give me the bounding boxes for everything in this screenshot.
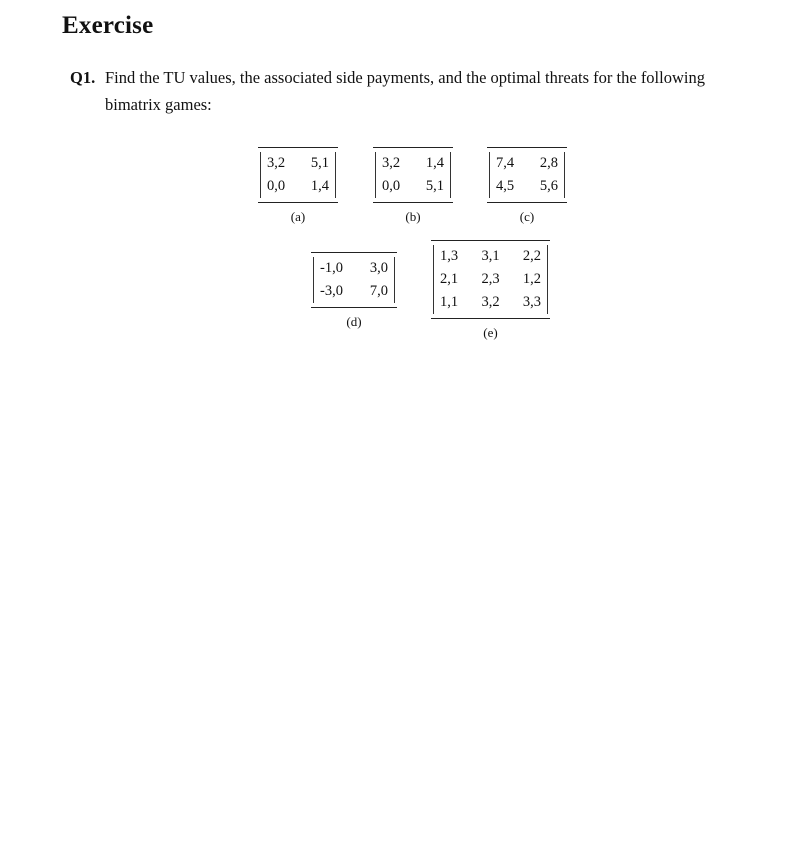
- game-caption: (c): [519, 209, 535, 224]
- question-text-line2: bimatrix games:: [105, 95, 212, 114]
- payoff-matrix: [375, 152, 451, 198]
- game-caption: (e): [483, 325, 498, 340]
- matrix-cell: -3,0: [320, 283, 343, 299]
- matrix-cell: 2,1: [440, 271, 459, 287]
- game-caption: (b): [405, 209, 421, 224]
- matrix-row: [267, 152, 329, 175]
- matrix-cell: 5,1: [310, 155, 329, 171]
- matrix-cell: 3,2: [267, 155, 286, 171]
- matrix-cell: 3,2: [481, 294, 500, 310]
- matrix-cell: 0,0: [267, 178, 286, 194]
- payoff-matrix: [489, 152, 565, 198]
- matrix-cell: -1,0: [320, 260, 343, 276]
- matrix-cell: 1,4: [425, 155, 444, 171]
- game-a: [258, 147, 338, 225]
- matrix-cell: 7,4: [496, 155, 515, 171]
- matrix-row: [320, 280, 388, 303]
- payoff-matrix: [313, 257, 395, 303]
- matrix-cell: 4,5: [496, 178, 515, 194]
- game-e: [431, 240, 550, 341]
- game-frame: [487, 147, 567, 203]
- game-frame: [373, 147, 453, 203]
- matrix-cell: 2,8: [539, 155, 558, 171]
- game-frame: [258, 147, 338, 203]
- matrix-cell: 7,0: [369, 283, 388, 299]
- matrix-row: [382, 152, 444, 175]
- matrix-cell: 3,1: [481, 248, 500, 264]
- game-c: [487, 147, 567, 225]
- game-caption: (a): [290, 209, 306, 224]
- payoff-matrix: [433, 245, 548, 314]
- matrix-row: [320, 257, 388, 280]
- matrix-cell: 5,6: [539, 178, 558, 194]
- question-q1: [70, 64, 780, 118]
- matrix-row: [440, 245, 541, 268]
- question-label: Q1.: [70, 68, 96, 87]
- matrix-cell: 1,4: [310, 178, 329, 194]
- matrix-cell: 0,0: [382, 178, 401, 194]
- game-frame: [311, 252, 397, 308]
- matrix-cell: 1,3: [440, 248, 459, 264]
- matrix-cell: 3,3: [522, 294, 541, 310]
- matrix-cell: 2,2: [522, 248, 541, 264]
- matrix-cell: 3,0: [369, 260, 388, 276]
- payoff-matrix: [260, 152, 336, 198]
- page-title: Exercise: [62, 12, 154, 39]
- game-frame: [431, 240, 550, 319]
- question-text-line1: Find the TU values, the associated side payments, and the optimal threats for the following: [105, 68, 705, 87]
- matrix-row: [440, 291, 541, 314]
- matrix-cell: 1,1: [440, 294, 459, 310]
- matrix-cell: 2,3: [481, 271, 500, 287]
- matrix-cell: 3,2: [382, 155, 401, 171]
- matrix-row: [496, 152, 558, 175]
- matrix-cell: 5,1: [425, 178, 444, 194]
- game-d: [311, 252, 397, 330]
- matrix-row: [440, 268, 541, 291]
- matrix-row: [382, 175, 444, 198]
- game-b: [373, 147, 453, 225]
- matrix-row: [267, 175, 329, 198]
- matrix-cell: 1,2: [522, 271, 541, 287]
- game-caption: (d): [346, 314, 362, 329]
- matrix-row: [496, 175, 558, 198]
